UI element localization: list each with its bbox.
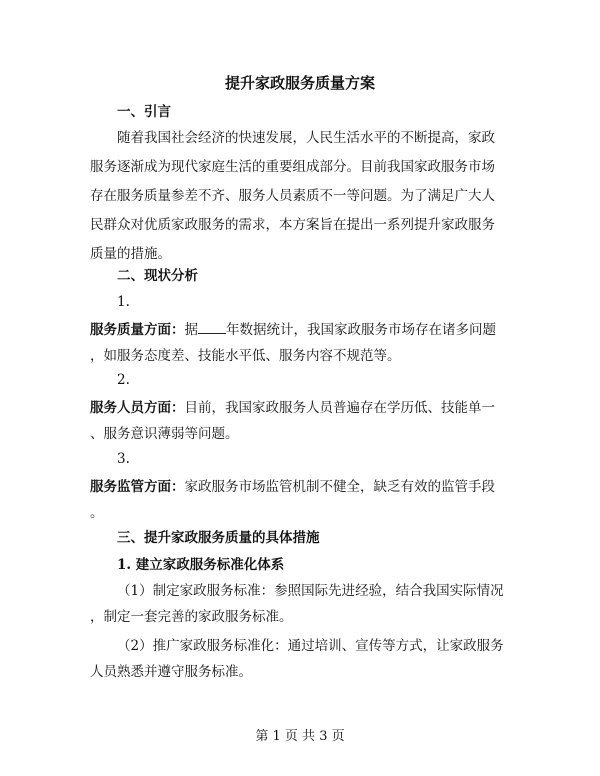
item-label: 服务质量方面： <box>90 322 185 338</box>
item-text: 家政服务市场监管机制不健全，缺乏有效的监管手段 <box>184 479 495 495</box>
subsection-heading: 1. 建立家政服务标准化体系 <box>117 557 285 573</box>
item-number: 3. <box>117 451 130 467</box>
paragraph-line: ，制定一套完善的家政服务标准。 <box>90 609 293 625</box>
paragraph-line: 服务逐渐成为现代家庭生活的重要组成部分。目前我国家政服务市场 <box>90 159 495 175</box>
item-text: 目前，我国家政服务人员普遍存在学历低、技能单一 <box>184 400 495 416</box>
item-line <box>90 320 496 340</box>
section-heading-measures: 三、提升家政服务质量的具体措施 <box>117 530 320 546</box>
paragraph-line: 民群众对优质家政服务的需求，本方案旨在提出一系列提升家政服务 <box>90 217 495 233</box>
item-line: 、服务意识薄弱等问题。 <box>90 426 239 442</box>
item-number: 2. <box>117 372 130 388</box>
paragraph-line: 人员熟悉并遵守服务标准。 <box>90 664 252 680</box>
item-line <box>90 477 495 497</box>
item-label: 服务监管方面： <box>90 479 185 495</box>
item-line: 。 <box>90 505 104 521</box>
section-heading-status: 二、现状分析 <box>117 268 198 284</box>
item-label: 服务人员方面： <box>90 400 185 416</box>
section-heading-intro: 一、引言 <box>117 104 171 120</box>
paragraph-line: 质量的措施。 <box>90 246 171 262</box>
item-number: 1. <box>117 294 130 310</box>
paragraph-line: 随着我国社会经济的快速发展，人民生活水平的不断提高，家政 <box>117 130 495 146</box>
paragraph-line: （1）制定家政服务标准：参照国际先进经验，结合我国实际情况 <box>117 583 504 599</box>
fill-in-blank <box>198 320 226 334</box>
page-footer: 第 1 页 共 3 页 <box>255 729 345 744</box>
paragraph-line: 存在服务质量参差不齐、服务人员素质不一等问题。为了满足广大人 <box>90 188 495 204</box>
document-title: 提升家政服务质量方案 <box>224 74 375 92</box>
paragraph-line: （2）推广家政服务标准化：通过培训、宣传等方式，让家政服务 <box>117 638 504 654</box>
item-text: 据 <box>184 322 198 338</box>
item-line <box>90 398 495 418</box>
item-line: ，如服务态度差、技能水平低、服务内容不规范等。 <box>90 348 401 364</box>
item-text: 年数据统计，我国家政服务市场存在诸多问题 <box>226 322 496 338</box>
